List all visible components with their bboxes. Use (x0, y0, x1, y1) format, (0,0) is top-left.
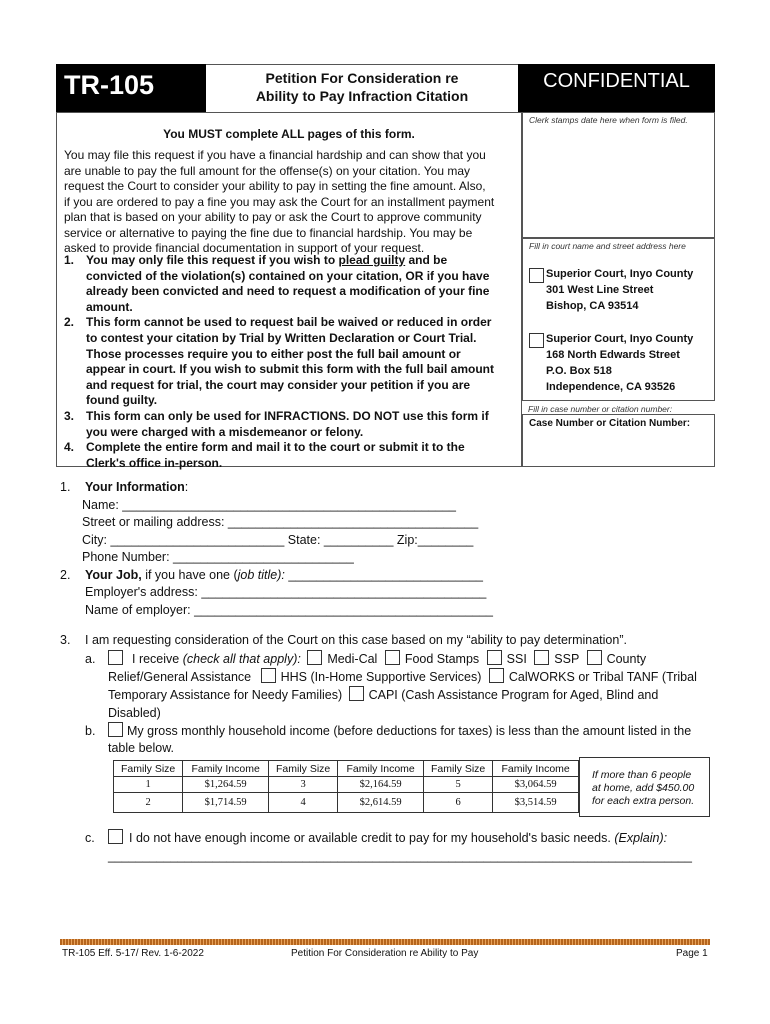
page-number: Page 1 (676, 948, 708, 959)
footer-rule (60, 939, 710, 945)
section-3c: c. I do not have enough income or available credit to pay for my household's basic needs. (Explain): ____________________________________________________________________________________ (85, 829, 692, 865)
intro-line: plan that is based on your ability to pay or ask the Court to approve community (64, 210, 482, 224)
confidential-box (518, 64, 715, 112)
employer-name-field[interactable]: Name of employer: ___________________________________________ (85, 602, 494, 617)
footer-left: TR-105 Eff. 5-17/ Rev. 1-6-2022 (62, 948, 204, 959)
intro-line: request the Court to consider your ability to pay in setting the fine amount. Also, (64, 179, 486, 193)
independence-checkbox[interactable] (529, 333, 544, 348)
clerk-stamp-box[interactable] (522, 112, 715, 238)
instructions-list (64, 253, 494, 471)
intro-line: You may file this request if you have a financial hardship and can show that you (64, 148, 486, 162)
intro-line: are unable to pay the full amount for the offense(s) on your citation. You may (64, 163, 471, 178)
section-2[interactable]: 2. Your Job, if you have one (job title): ____________________________ (60, 567, 484, 582)
food-stamps-checkbox[interactable] (385, 650, 400, 665)
receive-benefits-checkbox[interactable] (108, 650, 123, 665)
plead-guilty-text: plead guilty (338, 253, 406, 267)
city-state-zip-field[interactable]: City: _________________________ State: __________ Zip:________ (82, 532, 474, 547)
street-field[interactable]: Street or mailing address: ____________________________________ (82, 515, 479, 529)
income-below-checkbox[interactable] (108, 722, 123, 737)
instructions-heading: You MUST complete ALL pages of this form. (163, 127, 415, 141)
case-number-box[interactable] (522, 414, 715, 467)
section-1: 1. Your Information: Name: ________________________________________________ Street or mailing address: ____________________________________ City: _________________________ State: __________ Zip:________ Phone Number: __________________________ 2. Your Job, if you have one (job title): ____________________________ Employer's address: _________________________________________ Name of employer: ___________________________________________ (60, 479, 493, 619)
ssi-checkbox[interactable] (487, 650, 502, 665)
instructions-intro (64, 148, 494, 257)
section-3-intro: 3. I am requesting consideration of the Court on this case based on my “ability to pay determination”. (60, 633, 627, 647)
employer-address-field[interactable]: Employer's address: _________________________________________ (85, 585, 487, 599)
form-id-box (56, 64, 206, 112)
section-1-title: Your Information (85, 480, 185, 494)
capi-checkbox[interactable] (349, 686, 364, 701)
footer-center: Petition For Consideration re Ability to Pay (291, 948, 479, 959)
income-table-note-box: If more than 6 people at home, add $450.00 for each extra person. (579, 757, 710, 817)
intro-line: asked to provide financial documentation in support of your request. (64, 241, 425, 255)
insufficient-income-checkbox[interactable] (108, 829, 123, 844)
section-2-title: Your Job, (85, 567, 142, 582)
intro-line: service or alternative to paying the fine due to financial hardship. You may be (64, 225, 473, 240)
instruction-item-1: 1. You may only file this request if you wish to plead guilty and be convicted of the violation(s) contained on your citation, OR if you have already been convicted and need to request a modification of your fine amount. (64, 253, 490, 314)
court-option-bishop[interactable]: Superior Court, Inyo County 301 West Line Street Bishop, CA 93514 (529, 266, 693, 314)
form-title (206, 64, 518, 112)
form-title-line2: Ability to Pay Infraction Citation (255, 88, 469, 104)
case-number-note: Fill in case number or citation number: (528, 404, 673, 414)
court-option-independence[interactable]: Superior Court, Inyo County 168 North Edwards Street P.O. Box 518 Independence, CA 93526 (529, 331, 693, 395)
medi-cal-checkbox[interactable] (307, 650, 322, 665)
phone-field[interactable]: Phone Number: __________________________ (82, 550, 354, 564)
explain-field[interactable]: ____________________________________________________________________________________ (108, 848, 692, 863)
income-table (113, 760, 579, 813)
table-row: 1 $1,264.59 3 $2,164.59 5 $3,064.59 (114, 777, 579, 793)
name-field[interactable]: Name: ________________________________________________ (82, 497, 456, 512)
bishop-checkbox[interactable] (529, 268, 544, 283)
form-title-line1: Petition For Consideration re (265, 70, 459, 86)
form-id: TR-105 (64, 70, 155, 100)
hhs-checkbox[interactable] (261, 668, 276, 683)
ssp-checkbox[interactable] (534, 650, 549, 665)
confidential-label: CONFIDENTIAL (543, 70, 690, 92)
clerk-stamp-note: Clerk stamps date here when form is filed. (529, 115, 688, 125)
intro-line: if you are ordered to pay a fine you may ask the Court for an installment payment (64, 194, 495, 209)
court-address-note: Fill in court name and street address here (529, 241, 686, 251)
table-header-row: Family Size Family Income Family Size Family Income Family Size Family Income (114, 761, 579, 777)
county-checkbox[interactable] (587, 650, 602, 665)
case-number-label: Case Number or Citation Number: (529, 418, 691, 429)
table-row: 2 $1,714.59 4 $2,614.59 6 $3,514.59 (114, 793, 579, 813)
calworks-checkbox[interactable] (489, 668, 504, 683)
instruction-item-3: 3. This form can only be used for INFRACTIONS. DO NOT use this form if you were charged with a misdemeanor or felony. (64, 408, 489, 439)
section-3a: a. I receive (check all that apply): Medi-Cal Food Stamps SSI SSP County Relief/General Assistance HHS (In-Home Supportive Services) CalWORKS or Tribal TANF (Tribal Temporary Assistance for Needy Families) CAPI (Cash Assistance Program for Aged, Blind and Disabled) b. My gross monthly household income (before deductions for taxes) is less than the amount listed in the table below. (85, 652, 697, 756)
instruction-item-4: 4. Complete the entire form and mail it to the court or submit it to the Clerk's office in-person. (64, 440, 465, 470)
instruction-item-2: 2. This form cannot be used to request bail be waived or reduced in order to contest your citation by Trial by Written Declaration or Court Trial. Those processes require you to either post the full bail amount or appear in court. If you wish to submit this form with the full bail amount and request for trial, the court may consider your petition if you are found guilty. (64, 315, 495, 408)
